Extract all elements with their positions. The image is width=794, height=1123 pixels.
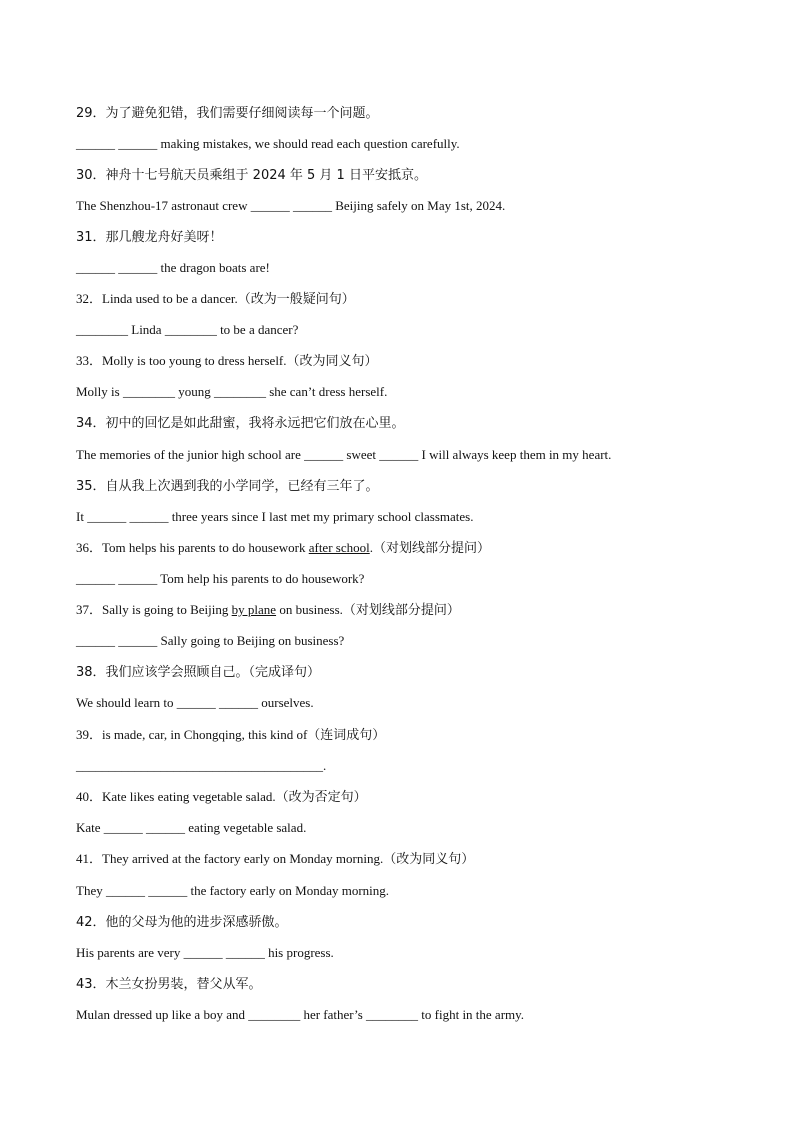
answer-35	[76, 508, 473, 526]
answer-text: It ______ ______ three years since I last met my primary school classmates.	[76, 509, 474, 524]
underlined-phrase: by plane	[231, 602, 277, 617]
question-text-pre: 37．Sally is going to Beijing	[76, 602, 232, 617]
question-text: 43．木兰女扮男装，替父从军。	[76, 977, 262, 992]
question-40	[76, 788, 367, 806]
question-30	[76, 166, 427, 184]
question-38	[76, 663, 320, 681]
answer-33	[76, 383, 387, 401]
answer-34	[76, 446, 611, 464]
answer-text: The memories of the junior high school are ______ sweet ______ I will always keep them in my heart.	[76, 447, 612, 462]
answer-43	[76, 1006, 524, 1024]
answer-38	[76, 694, 314, 712]
answer-29	[76, 135, 460, 153]
answer-text: They ______ ______ the factory early on Monday morning.	[76, 883, 390, 898]
answer-text: ______________________________________.	[76, 758, 327, 773]
answer-41	[76, 882, 389, 900]
question-39	[76, 726, 385, 744]
question-text: 31．那几艘龙舟好美呀！	[76, 230, 223, 245]
answer-31	[76, 259, 270, 277]
question-text: 40．Kate likes eating vegetable salad.（改为否定句）	[76, 789, 367, 804]
answer-text: ______ ______ Sally going to Beijing on business?	[76, 633, 345, 648]
question-36	[76, 539, 490, 557]
question-text-post: on business.（对划线部分提问）	[276, 602, 460, 617]
answer-40	[76, 819, 306, 837]
question-text: 33．Molly is too young to dress herself.（改为同义句）	[76, 353, 378, 368]
question-41	[76, 850, 474, 868]
answer-text: Molly is ________ young ________ she can’t dress herself.	[76, 384, 388, 399]
question-text: 32．Linda used to be a dancer.（改为一般疑问句）	[76, 291, 355, 306]
question-text: 42．他的父母为他的进步深感骄傲。	[76, 915, 288, 930]
answer-text: The Shenzhou-17 astronaut crew ______ ______ Beijing safely on May 1st, 2024.	[76, 198, 506, 213]
question-text: 29．为了避免犯错，我们需要仔细阅读每一个问题。	[76, 106, 379, 121]
answer-text: ______ ______ making mistakes, we should read each question carefully.	[76, 136, 460, 151]
answer-32	[76, 321, 298, 339]
answer-text: His parents are very ______ ______ his progress.	[76, 945, 334, 960]
question-37	[76, 601, 460, 619]
question-32	[76, 290, 355, 308]
answer-42	[76, 944, 334, 962]
question-text: 35．自从我上次遇到我的小学同学，已经有三年了。	[76, 479, 379, 494]
question-text-post: .（对划线部分提问）	[369, 540, 490, 555]
answer-37	[76, 632, 344, 650]
question-text: 39．is made, car, in Chongqing, this kind of（连词成句）	[76, 727, 386, 742]
question-34	[76, 414, 405, 432]
answer-text: ________ Linda ________ to be a dancer?	[76, 322, 299, 337]
question-43	[76, 975, 262, 993]
question-35	[76, 477, 379, 495]
answer-39	[76, 757, 326, 775]
answer-text: Mulan dressed up like a boy and ________ her father’s ________ to fight in the army.	[76, 1007, 525, 1022]
question-text: 34．初中的回忆是如此甜蜜，我将永远把它们放在心里。	[76, 416, 405, 431]
answer-text: We should learn to ______ ______ ourselves.	[76, 695, 314, 710]
underlined-phrase: after school	[308, 540, 370, 555]
question-text: 38．我们应该学会照顾自己。（完成译句）	[76, 665, 321, 680]
answer-text: ______ ______ Tom help his parents to do housework?	[76, 571, 365, 586]
question-29	[76, 104, 379, 122]
answer-30	[76, 197, 505, 215]
question-text: 41．They arrived at the factory early on Monday morning.（改为同义句）	[76, 851, 475, 866]
question-33	[76, 352, 378, 370]
question-text: 30．神舟十七号航天员乘组于 2024 年 5 月 1 日平安抵京。	[76, 168, 427, 183]
question-31	[76, 228, 223, 246]
answer-text: ______ ______ the dragon boats are!	[76, 260, 270, 275]
answer-36	[76, 570, 364, 588]
question-42	[76, 913, 288, 931]
question-text-pre: 36．Tom helps his parents to do housework	[76, 540, 309, 555]
answer-text: Kate ______ ______ eating vegetable salad.	[76, 820, 307, 835]
